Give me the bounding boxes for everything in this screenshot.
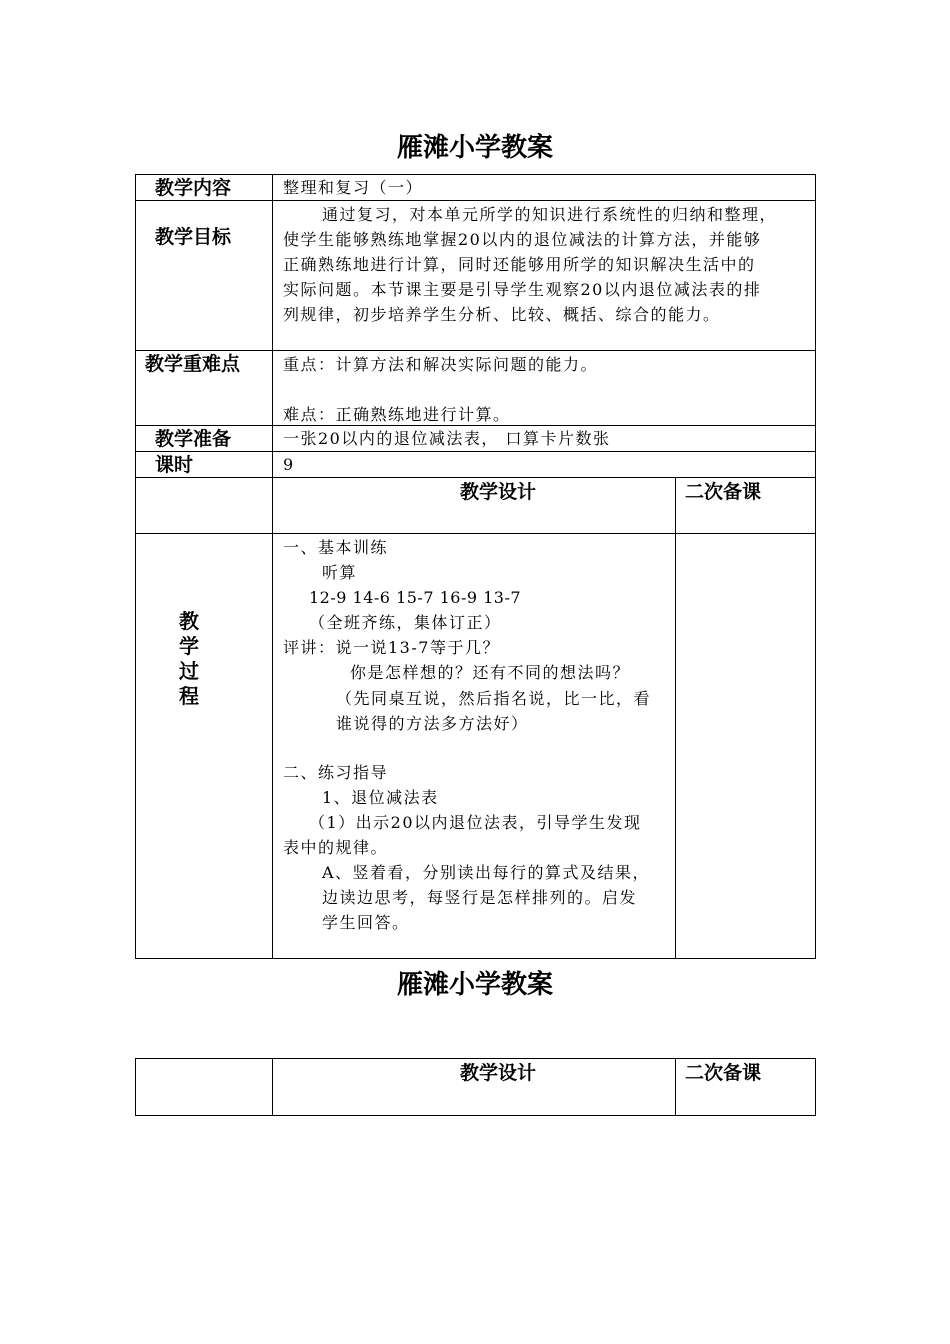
process-line: 边读边思考，每竖行是怎样排列的。启发 [322, 888, 638, 907]
goal-line: 正确熟练地进行计算，同时还能够用所学的知识解决生活中的 [283, 255, 756, 274]
process-label [174, 609, 204, 709]
hours-label: 课时 [155, 454, 194, 476]
process-line: 1、退位减法表 [322, 788, 439, 807]
process-line: （1）出示20以内退位法表，引导学生发现 [309, 813, 642, 832]
process-label-char: 教 [179, 609, 199, 633]
process-line: A、竖着看，分别读出每行的算式及结果， [322, 863, 651, 882]
second-prep-header-2: 二次备课 [685, 1062, 762, 1084]
prep-label: 教学准备 [155, 428, 232, 450]
design-header: 教学设计 [460, 481, 537, 503]
process-line: 学生回答。 [322, 913, 410, 932]
process-line: 12-9 14-6 15-7 16-9 13-7 [309, 588, 522, 607]
process-line: 你是怎样想的？还有不同的想法吗？ [350, 663, 631, 682]
key-difficulty: 难点：正确熟练地进行计算。 [283, 405, 511, 424]
process-label-char: 程 [179, 684, 199, 708]
process-label-char: 学 [179, 634, 199, 658]
process-line: 评讲：说一说13-7等于几？ [283, 638, 500, 657]
design-header-2: 教学设计 [460, 1062, 537, 1084]
process-line: 谁说得的方法多方法好） [336, 714, 529, 733]
prep-value: 一张20以内的退位减法表， 口算卡片数张 [283, 429, 611, 448]
process-line: （先同桌互说，然后指名说，比一比，看 [336, 689, 652, 708]
process-line: 听算 [322, 563, 358, 582]
content-label: 教学内容 [155, 177, 232, 199]
content-value: 整理和复习（一） [283, 178, 424, 197]
goal-line: 通过复习，对本单元所学的知识进行系统性的归纳和整理， [322, 205, 778, 224]
hours-value: 9 [283, 455, 295, 474]
goal-line: 实际问题。本节课主要是引导学生观察20以内退位减法表的排 [283, 280, 762, 299]
process-line: 一、基本训练 [283, 538, 389, 557]
page-title-2: 雁滩小学教案 [396, 970, 553, 1000]
process-line: 二、练习指导 [283, 763, 389, 782]
process-line: 表中的规律。 [283, 838, 389, 857]
goal-line: 使学生能够熟练地掌握20以内的退位减法的计算方法，并能够 [283, 230, 762, 249]
page-title: 雁滩小学教案 [396, 133, 553, 163]
key-focus: 重点：计算方法和解决实际问题的能力。 [283, 355, 599, 374]
second-prep-header: 二次备课 [685, 481, 762, 503]
key-label: 教学重难点 [145, 353, 241, 375]
process-line: （全班齐练，集体订正） [309, 613, 502, 632]
goal-label: 教学目标 [155, 226, 232, 248]
goal-line: 列规律，初步培养学生分析、比较、概括、综合的能力。 [283, 305, 721, 324]
process-label-char: 过 [179, 659, 199, 683]
